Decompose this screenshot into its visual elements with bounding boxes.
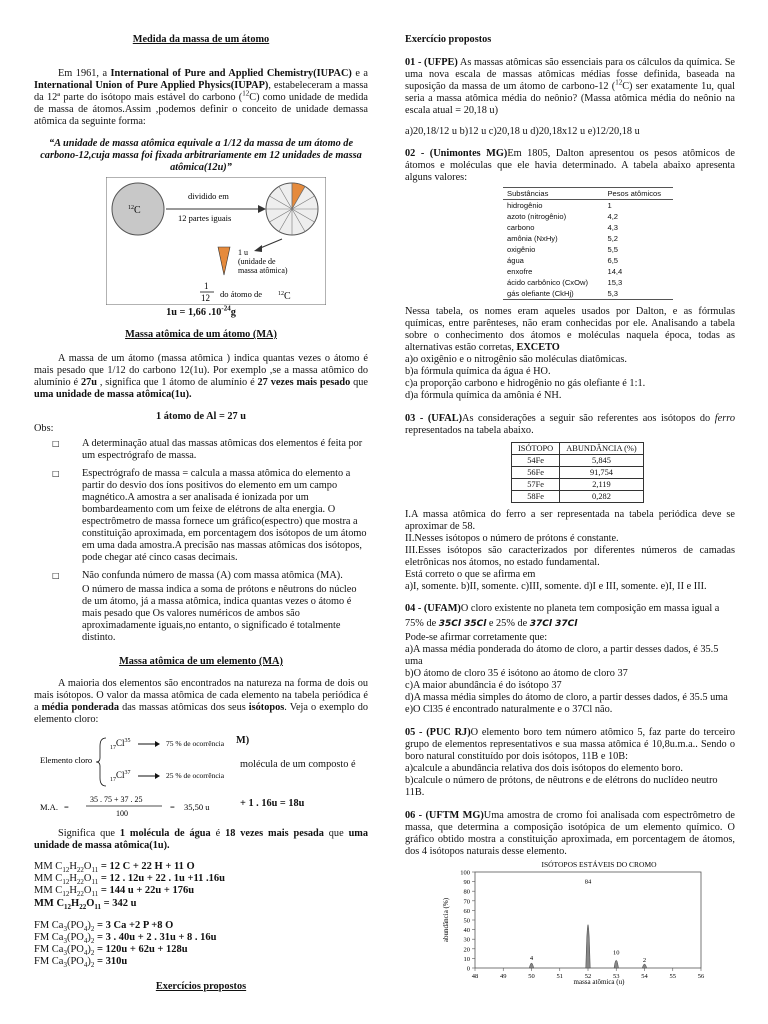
ma-elemento-paragraph: A maioria dos elementos são encontrados na natureza na forma de dois ou mais isótopos. O valor da massa atômica de cada elemento na tabela periódica é a média ponderada das massas atômicas dos seus isótopos. Veja o exemplo do elemento cloro: [34, 678, 368, 725]
cell: enxofre [507, 267, 533, 276]
intro-paragraph: Em 1961, a International of Pure and Applied Chemistry(IUPAC) e a International Union of Pure Applied Physics(IUPAP), estabeleceram a massa da 12ª parte do isótopo mais estável do carbono ($^{12}$C) como unidade de medida de massa de átomos.Assim ,podemos definir o conceito de unidade demassa atômica da seguinte forma: [34, 68, 369, 127]
q4-ask: Pode-se afirmar corretamente que: [405, 632, 548, 643]
table-row [503, 244, 673, 255]
divided-text: dividido em [188, 191, 229, 201]
u-line-3: massa atômica) [238, 266, 288, 275]
frac-carbon: $^{12}$C [278, 291, 291, 302]
table-row [512, 455, 644, 467]
table-row [512, 479, 644, 491]
q6-text: 06 - (UFTM MG)Uma amostra de cromo foi analisada com espectrômetro de massa, que determina a composição isotópica de um elemento químico. O gráfico obtido mostra a constituição aproximada, em porcentagem de átomos, dos 4 isótopos naturais desse elemento. [405, 810, 735, 857]
dalton-header [503, 188, 673, 200]
cell: 1 [607, 201, 612, 210]
title-exercicios: Exercício propostos [405, 34, 492, 45]
y-tick-label: 40 [463, 927, 470, 935]
formula-numerator: 35 . 75 + 37 . 25 [90, 795, 143, 804]
pct-75: 75 % de ocorrência [166, 739, 225, 748]
iron-header [512, 443, 644, 455]
pie-12-parts [266, 183, 318, 235]
cell: 57Fe [512, 479, 560, 491]
x-tick-label: 55 [669, 973, 676, 980]
x-tick-label: 50 [528, 973, 535, 980]
q4-text: 04 - (UFAM)O cloro existente no planeta tem composição em massa igual a [405, 603, 720, 614]
peak-label: 4 [529, 955, 534, 963]
cell: 91,754 [560, 467, 643, 479]
q4-option-a: a)A massa média ponderada do átomo de cloro, a partir desses dados, é 35.5 uma [405, 644, 719, 667]
bullet-icon: □ [52, 439, 60, 448]
bullet-icon: □ [52, 571, 60, 580]
chlorine-area [34, 726, 368, 818]
peak-bar [529, 963, 533, 968]
header-abundancia: ABUNDÂNCIA (%) [560, 443, 643, 455]
cell: gás olefiante (CkHj) [507, 289, 574, 298]
q3-options: a)I, somente. b)II, somente. c)III, somente. d)I e III, somente. e)I, II e III. [405, 581, 707, 592]
table-row [503, 233, 673, 244]
u-value: 1u = 1,66 $.10^{-24}g$ [166, 304, 236, 318]
left-column [34, 34, 368, 993]
mm-line-4: MM $C_{12}H_{22}O_{11} = 342$ u [34, 897, 137, 911]
chlorine-result: 35,50 u [184, 802, 210, 812]
frac-num: 1 [204, 281, 209, 291]
q3-statement-1: I.A massa atômica do ferro a ser representada na tabela periódica deve se aproximar de 58. [405, 509, 735, 532]
bullet-1: □ A determinação atual das massas atômicas dos elementos é feita por um espectrógrafo de massa. [52, 438, 363, 461]
x-tick-label: 49 [500, 973, 507, 980]
peak-label: 10 [613, 949, 620, 957]
mm-line-2: MM $C_{12}H_{22}O_{11} = 12$ . 12u + 22 . 1u +11 .16u [34, 873, 226, 887]
chart-xlabel: massa atômica (u) [573, 978, 625, 986]
iso-cl35: $_{17}Cl^{35}$ [110, 738, 131, 751]
q5-option-b: b)calcule o número de prótons, de nêutrons e de elétrons do nuclídeo neutro 11B. [405, 775, 718, 798]
iso-cl35-pair: 35Cl 35Cl [438, 619, 487, 629]
y-tick-label: 20 [463, 946, 470, 954]
equals-sign-2: = [170, 802, 175, 812]
peak-bar [586, 925, 590, 968]
cell: 2,119 [560, 479, 643, 491]
obs-label: Obs: [34, 423, 54, 434]
carbon-division-figure [106, 177, 326, 305]
carbon-label: $^{12}$C [128, 205, 141, 216]
title-exercicios-left: Exercícios propostos [155, 980, 247, 992]
ma-label: M.A. [40, 802, 58, 812]
fm-line-2: FM $Ca_3(PO_4)_2 = 3$ . 40u + 2 . 31u + 8 . 16u [34, 932, 217, 946]
q2-after: Nessa tabela, os nomes eram aqueles usados por Dalton, e as fórmulas químicas, entre parênteses, não eram conhecidas por ele. Analisando a tabela sobre o conhecimento dos átomos e moléculas naquela época, todas as alternativas estão corretas, EXCETO [405, 306, 735, 353]
al-line: 1 átomo de Al = 27 u [156, 411, 246, 422]
bullet-4: O número de massa indica a soma de prótons e nêutrons do núcleo de um átomo, já a massa atômica, indica quantas vezes o átomo é mais pesado que Os valores numéricos de ambos são aproximadamente iguais,no entanto, o significado é totalmente distinto. [82, 584, 357, 643]
equals-sign: = [64, 802, 69, 812]
q2-text: 02 - (Unimontes MG)Em 1805, Dalton apresentou os pesos atômicos de átomos e moléculas que ele havia determinado. A tabela abaixo apresenta alguns valores: [405, 148, 735, 183]
y-tick-label: 70 [463, 898, 470, 906]
frac-den: 12 [201, 293, 210, 303]
q4-line-2: 75% de 35Cl 35Cl e 25% de 37Cl 37Cl [405, 618, 578, 629]
ma-atomo-paragraph: A massa de um átomo (massa atômica ) indica quantas vezes o átomo é mais pesado que 1/12 do carbono 12(1u). Por exemplo ,se a massa atômico do alumínio é 27u , significa que 1 átomo de alumínio é 27 vezes mais pesado que uma unidade de massa atômica(1u). [34, 353, 368, 400]
cell: 4,2 [607, 212, 619, 221]
cell: azoto (nitrogênio) [507, 212, 567, 221]
mm-block [34, 861, 368, 969]
table-row [503, 222, 673, 233]
cell: 54Fe [512, 455, 560, 467]
table-row [512, 467, 644, 479]
table-row [503, 266, 673, 277]
mm-line-1: MM $C_{12}H_{22}O_{11} = 12$ C + 22 H + 11 O [34, 861, 195, 875]
header-isotopo: ISÓTOPO [512, 443, 560, 455]
cell: amônia (NxHy) [507, 234, 558, 243]
q4-option-d: d)A massa média simples do átomo de cloro, a partir desses dados, é 35.5 uma [405, 692, 728, 703]
cell: 4,3 [607, 223, 619, 232]
cell: oxigênio [507, 245, 536, 254]
q3-statement-3: III.Esses isótopos são caracterizados por diferentes números de camadas eletrônicas nos átomos, no estado fundamental. [405, 545, 735, 568]
cell: 5,845 [560, 455, 643, 467]
table-row [503, 255, 673, 266]
x-tick-label: 48 [471, 973, 479, 980]
q4-option-e: e)O Cl35 é encontrado naturalmente e o 37Cl não. [405, 704, 613, 715]
peak-bar [642, 964, 646, 968]
title-ma-elemento: Massa atômica de um elemento (MA) [119, 656, 283, 667]
cell: 5,3 [607, 289, 619, 298]
dalton-table [503, 187, 673, 300]
q3-text: 03 - (UFAL)As considerações a seguir são referentes aos isótopos do ferro representados na tabela abaixo. [405, 413, 736, 436]
fragment-m: M) [236, 735, 250, 746]
chlorine-label: Elemento cloro [40, 755, 93, 765]
cell: 6,5 [607, 256, 619, 265]
table-row [503, 277, 673, 288]
right-column [405, 34, 735, 986]
cell: carbono [507, 223, 535, 232]
cell: água [507, 256, 524, 265]
y-tick-label: 0 [466, 965, 470, 973]
bullet-2: □ Espectrógrafo de massa = calcula a massa atômica do elemento a partir do desvio dos íons positivos do elemento em um campo magnético.A amostra a ser analisada é ionizada por um bombardeamento com um feixe de elétrons de alta energia. O espectrômetro de massa fornece um gráfico(espectro) que mostra a constituição aproximada, em porcentagem dos isótopos de um átomo em uma dada amostra.A precisão nas massas atômicas dos isótopos, pode chegar até cinco casas decimais. [52, 468, 367, 563]
formula-denominator: 100 [116, 809, 128, 818]
title-ma-atomo: Massa atômica de um átomo (MA) [125, 329, 277, 340]
x-tick-label: 54 [641, 973, 648, 980]
q2-option-d: d)a fórmula química da amônia é NH. [405, 390, 562, 401]
peak-bar [614, 960, 618, 968]
y-tick-label: 30 [463, 936, 470, 944]
cell: 56Fe [512, 467, 560, 479]
y-tick-label: 100 [460, 869, 470, 877]
cell: 5,5 [607, 245, 619, 254]
table-row [512, 491, 644, 503]
y-tick-label: 50 [463, 917, 470, 925]
chart-ylabel: abundância (%) [442, 897, 450, 943]
chromium-chart [439, 858, 709, 986]
cell: ácido carbônico (CxOw) [507, 278, 589, 287]
peak-label: 2 [642, 957, 647, 965]
q2-option-b: b)a fórmula química da água é HO. [405, 366, 551, 377]
pct-25: 25 % de ocorrência [166, 771, 225, 780]
u-line-1: 1 u [238, 248, 248, 257]
x-tick-label: 52 [584, 973, 592, 980]
title-medida: Medida da massa de um átomo [132, 34, 270, 45]
y-tick-label: 60 [463, 907, 470, 915]
q3-statement-4: Está correto o que se afirma em [405, 569, 536, 580]
q2-option-a: a)o oxigênio e o nitrogênio são moléculas diatômicas. [405, 354, 627, 365]
iso-cl37-pair: 37Cl 37Cl [529, 619, 578, 629]
chart-title: ISÓTOPOS ESTÁVEIS DO CROMO [541, 860, 657, 869]
cell: 14,4 [607, 267, 623, 276]
q1-text: 01 - (UFPE) As massas atômicas são essenciais para os cálculos da química. Se uma nova escala de massas atômicas médias fosse definida, baseada na suposição da massa de um átomo de carbono-12 ($^{12}$C) ser exatamente 1u, qual seria a massa atômica média do neônio? (Massa atômica média do neônio na escala atual = 20,18 u) [405, 57, 735, 116]
cell: 58Fe [512, 491, 560, 503]
cell: 0,282 [560, 491, 643, 503]
iso-cl37: $_{17}Cl^{37}$ [110, 770, 131, 783]
x-tick-label: 56 [697, 973, 705, 980]
table-row [503, 211, 673, 222]
fm-line-4: FM $Ca_3(PO_4)_2 = 310u$ [34, 956, 128, 970]
uma-definition-quote: “A unidade de massa atômica equivale a 1/12 da massa de um átomo de carbono-12,cuja massa foi fixada arbitrariamente em 12 unidades de massa atômica(12u)” [40, 138, 362, 173]
fm-line-1: FM $Ca_3(PO_4)_2 = 3$ Ca +2 P +8 O [34, 919, 174, 933]
fm-line-3: FM $Ca_3(PO_4)_2 = 120u + 62u + 128u$ [34, 944, 188, 958]
chlorine-diagram [34, 726, 264, 818]
header-pesos: Pesos atômicos [607, 189, 662, 198]
table-row [503, 200, 673, 212]
y-tick-label: 90 [463, 879, 470, 887]
cell: hidrogênio [507, 201, 543, 210]
table-row [503, 288, 673, 300]
x-tick-label: 51 [556, 973, 563, 980]
y-tick-label: 80 [463, 888, 470, 896]
water-paragraph: Significa que 1 molécula de água é 18 vezes mais pesada que uma unidade de massa atômica(1u). [34, 828, 369, 851]
u-line-2: (unidade de [238, 257, 276, 266]
q2-option-c: c)a proporção carbono e hidrogênio no gás olefiante é 1:1. [405, 378, 646, 389]
frac-text: do átomo de [220, 289, 263, 299]
cell: 15,3 [607, 278, 623, 287]
slice-icon [218, 247, 230, 275]
fragment-molecula: molécula de um composto é [240, 759, 356, 770]
x-tick-label: 53 [613, 973, 620, 980]
q3-statement-2: II.Nesses isótopos o número de prótons é constante. [405, 533, 619, 544]
fragment-water-sum: + 1 . 16u = 18u [240, 798, 305, 809]
iron-table [511, 442, 644, 503]
cell: 5,2 [607, 234, 619, 243]
peak-label: 84 [584, 878, 592, 886]
y-tick-label: 10 [463, 955, 470, 963]
bullet-3: □ Não confunda número de massa (A) com massa atômica (MA). [52, 570, 343, 581]
mm-line-3: MM $C_{12}H_{22}O_{11} = 144$ u + 22u + 176u [34, 885, 195, 899]
q4-option-c: c)A maior abundância é do isótopo 37 [405, 680, 562, 691]
q1-options: a)20,18/12 u b)12 u c)20,18 u d)20,18x12 u e)12/20,18 u [405, 126, 640, 137]
header-substancias: Substâncias [507, 189, 549, 198]
parts-text: 12 partes iguais [178, 213, 232, 223]
q4-option-b: b)O átomo de cloro 35 é isótono ao átomo de cloro 37 [405, 668, 628, 679]
q5-text: 05 - (PUC RJ)O elemento boro tem número atômico 5, faz parte do terceiro grupo de elementos representativos e sua massa atômica é 10,8u.m.a.. Sendo o boro natural constituído por dois isótopos, 11B e 10B: [405, 727, 735, 762]
bullet-icon: □ [52, 469, 60, 478]
q5-option-a: a)calcule a abundância relativa dos dois isótopos do elemento boro. [405, 763, 683, 774]
